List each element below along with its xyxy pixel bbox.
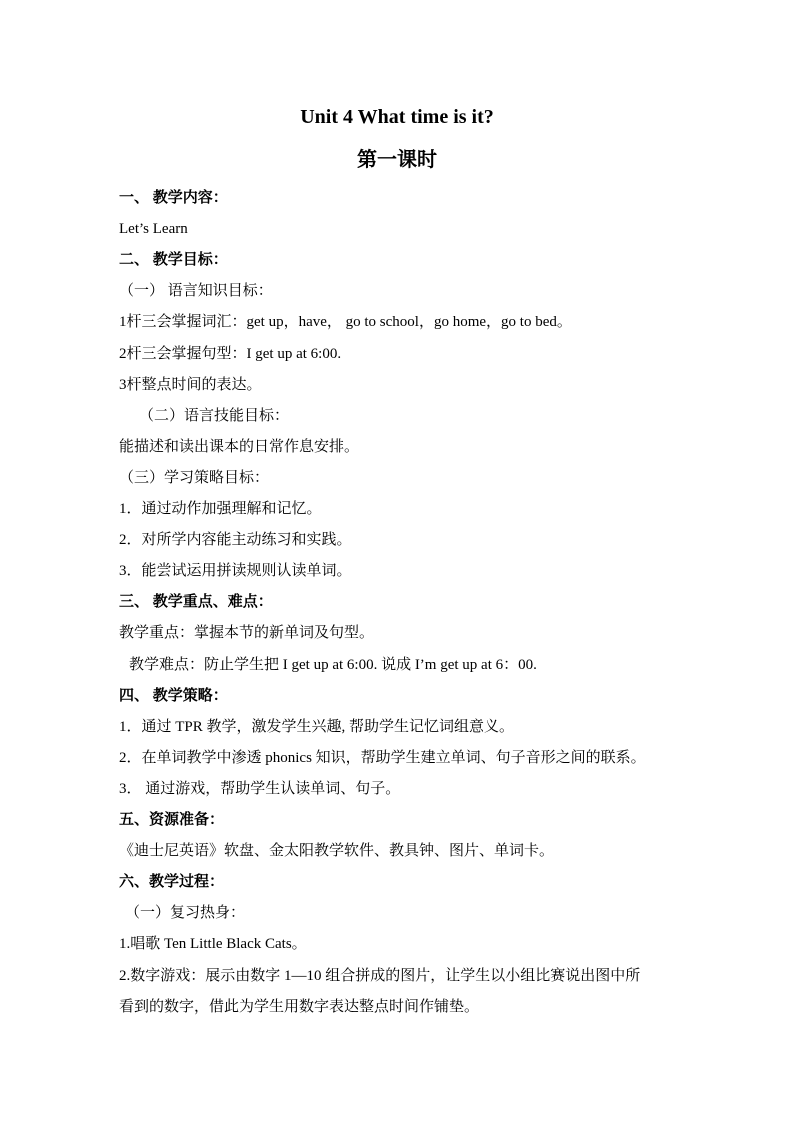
body-line: Let’s Learn bbox=[119, 221, 188, 238]
section-heading: 四、 教学策略： bbox=[119, 687, 228, 704]
section-heading: 五、资源准备： bbox=[119, 812, 225, 828]
body-line: 《迪士尼英语》软盘、金太阳教学软件、教具钟、图片、单词卡。 bbox=[119, 843, 555, 860]
body-line: （二）语言技能目标： bbox=[139, 407, 290, 424]
body-line: （一）复习热身： bbox=[125, 905, 246, 922]
body-line: 教学重点：掌握本节的新单词及句型。 bbox=[119, 625, 375, 642]
body-line: 3杆整点时间的表达。 bbox=[119, 376, 262, 393]
body-line: 1杆三会掌握词汇：get up，have， go to school，go home，go to bed。 bbox=[119, 314, 572, 331]
unit-title: Unit 4 What time is it? bbox=[300, 106, 494, 128]
body-line: 3．能尝试运用拼读规则认读单词。 bbox=[119, 563, 352, 580]
body-line: 2杆三会掌握句型：I get up at 6:00. bbox=[119, 345, 342, 362]
body-line: 2.数字游戏：展示由数字 1—10 组合拼成的图片，让学生以小组比赛说出图中所 bbox=[119, 967, 641, 984]
body-line: 教学难点：防止学生把 I get up at 6:00. 说成 I’m get up at 6：00. bbox=[129, 656, 537, 673]
body-line: 2．在单词教学中渗透 phonics 知识，帮助学生建立单词、句子音形之间的联系。 bbox=[119, 749, 646, 766]
body-line: 能描述和读出课本的日常作息安排。 bbox=[119, 438, 360, 455]
body-line: 1．通过动作加强理解和记忆。 bbox=[119, 501, 322, 517]
section-heading: 六、教学过程： bbox=[119, 874, 225, 891]
body-line: 2．对所学内容能主动练习和实践。 bbox=[119, 532, 352, 549]
body-line: 1.唱歌 Ten Little Black Cats。 bbox=[119, 936, 307, 953]
body-line: （一） 语言知识目标： bbox=[119, 283, 273, 300]
section-heading: 二、 教学目标： bbox=[119, 252, 228, 269]
body-line: （三）学习策略目标： bbox=[119, 469, 270, 486]
section-heading: 三、 教学重点、难点： bbox=[119, 594, 273, 611]
lesson-title: 第一课时 bbox=[357, 149, 437, 171]
body-line: 看到的数字，借此为学生用数字表达整点时间作铺垫。 bbox=[119, 998, 480, 1015]
section-heading: 一、 教学内容： bbox=[119, 190, 228, 206]
body-line: 3． 通过游戏，帮助学生认读单词、句子。 bbox=[119, 780, 401, 797]
body-line: 1．通过 TPR 教学，激发学生兴趣, 帮助学生记忆词组意义。 bbox=[119, 718, 515, 735]
